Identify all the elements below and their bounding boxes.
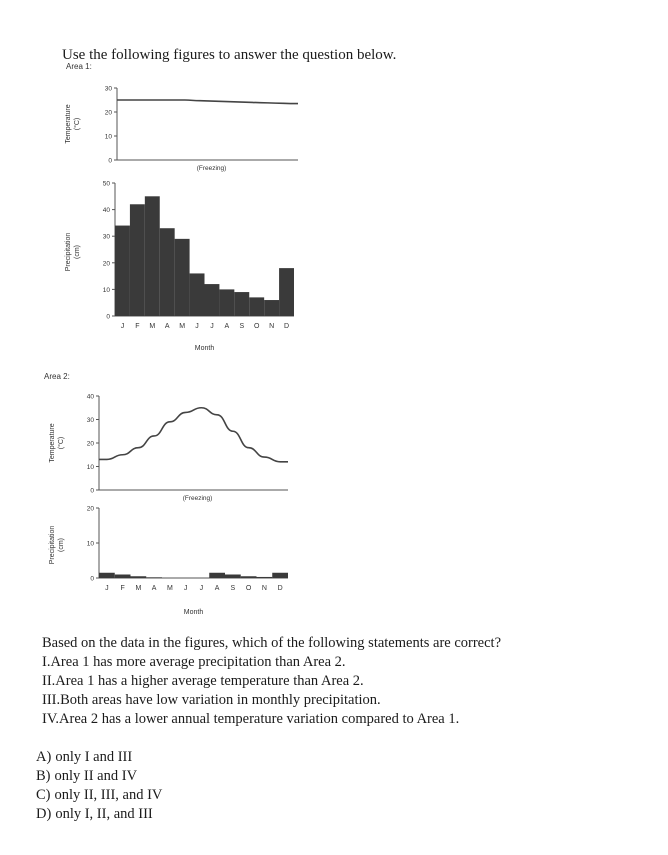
choice-a-text: only I and III (55, 749, 133, 765)
chart4-ytick-label: 0 (90, 575, 94, 583)
chart2-month-label: J (195, 323, 199, 330)
chart1-ytick-label: 10 (104, 133, 112, 141)
choice-c-letter: C) (36, 787, 51, 803)
chart4-bar-4 (146, 577, 162, 578)
chart4-month-label: S (230, 585, 236, 592)
choice-b-text: only II and IV (54, 768, 138, 784)
chart2-ylabel: Precipitation (65, 232, 72, 272)
chart4-month-label: J (105, 585, 109, 592)
chart4-month-label: D (277, 585, 283, 592)
chart4-ylabel-unit: (cm) (58, 538, 65, 552)
choice-d-text: only I, II, and III (55, 806, 153, 822)
question-prompt: Use the following figures to answer the question below. (62, 47, 397, 63)
chart3-ytick-label: 0 (90, 487, 94, 495)
chart2-month-label: S (239, 323, 245, 330)
chart2-ytick-label: 20 (102, 260, 110, 268)
chart2-bar-3 (145, 196, 160, 316)
chart1-ylabel-unit: (°C) (74, 117, 81, 131)
chart2-bar-5 (175, 239, 190, 316)
chart1-ytick-label: 0 (108, 157, 112, 165)
chart2-bar-11 (264, 300, 279, 316)
chart2-bar-9 (234, 292, 249, 316)
chart4-bar-10 (241, 576, 257, 578)
statement-list (42, 653, 459, 729)
chart2-bar-10 (249, 297, 264, 316)
choice-d[interactable] (36, 805, 162, 824)
chart4-ytick-label: 10 (86, 540, 94, 548)
choice-b[interactable] (36, 767, 162, 786)
area2-label: Area 2: (44, 372, 70, 381)
chart4-month-label: J (183, 585, 188, 592)
chart2-ylabel-unit: (cm) (74, 245, 81, 259)
chart3-ytick-label: 10 (86, 464, 94, 471)
chart4-month-label: M (166, 585, 173, 592)
chart2-ytick-label: 30 (102, 233, 110, 241)
chart2-month-label: A (164, 323, 170, 330)
chart4-bar-1 (99, 573, 115, 578)
chart4-month-label: A (214, 585, 220, 592)
chart4-month-label: J (199, 585, 204, 592)
chart2-bar-8 (219, 289, 234, 316)
choice-c[interactable] (36, 786, 162, 805)
chart1-ytick-label: 30 (104, 85, 112, 93)
chart2-month-label: O (253, 323, 260, 330)
chart2-month-label: A (224, 323, 230, 330)
statement-2: II.Area 1 has a higher average temperature than Area 2. (42, 673, 364, 689)
choice-b-letter: B) (36, 768, 51, 784)
chart2-month-label: J (210, 323, 214, 330)
choice-d-letter: D) (36, 806, 52, 822)
chart4-month-label: N (261, 585, 267, 592)
chart4-bar-8 (209, 573, 225, 578)
chart2-month-label: D (284, 323, 290, 330)
chart2-ytick-label: 10 (102, 286, 110, 294)
chart2-month-label: F (135, 323, 140, 330)
chart4-month-label: O (245, 585, 252, 592)
statement-4: IV.Area 2 has a lower annual temperature variation compared to Area 1. (42, 711, 460, 727)
chart4-ylabel: Precipitation (49, 525, 56, 565)
chart4-bar-12 (272, 573, 288, 578)
chart4-bar-9 (225, 575, 241, 579)
chart3-freezing-label: (Freezing) (182, 495, 213, 502)
chart4-bar-3 (131, 576, 147, 578)
chart4-bar-11 (257, 577, 273, 578)
chart3-ytick-label: 30 (86, 417, 94, 424)
chart2-month-label: N (269, 323, 275, 330)
chart2-ytick-label: 40 (102, 207, 110, 215)
chart3-ylabel: Temperature (49, 423, 56, 463)
chart3-temperature-line (99, 408, 288, 462)
chart2-month-label: M (149, 323, 156, 330)
chart2-bar-6 (190, 273, 205, 316)
chart3-ytick-label: 40 (86, 393, 94, 401)
chart2-bar-1 (115, 226, 130, 316)
choice-a-letter: A) (36, 749, 52, 765)
chart4-ytick-label: 20 (86, 505, 94, 513)
chart1-ylabel: Temperature (65, 104, 72, 144)
chart2-ytick-label: 0 (106, 313, 110, 321)
area1-label: Area 1: (66, 62, 92, 71)
choice-c-text: only II, III, and IV (54, 787, 163, 803)
chart1-ytick-label: 20 (104, 109, 112, 117)
chart4-month-label: M (135, 585, 142, 592)
chart2-bar-2 (130, 204, 145, 316)
chart4-bar-2 (115, 575, 131, 579)
chart1-freezing-label: (Freezing) (196, 165, 227, 172)
choice-a[interactable] (36, 748, 162, 767)
chart2-ytick-label: 50 (102, 180, 110, 188)
answer-choices (36, 748, 162, 824)
chart4-xlabel: Month (183, 609, 204, 616)
chart3-ytick-label: 20 (86, 440, 94, 448)
statement-1: I.Area 1 has more average precipitation than Area 2. (42, 654, 346, 670)
chart2-bar-12 (279, 268, 294, 316)
chart4-month-label: A (151, 585, 157, 592)
statement-3: III.Both areas have low variation in monthly precipitation. (42, 692, 381, 708)
chart2-month-label: J (120, 323, 125, 330)
chart2-month-label: M (179, 323, 186, 330)
question-stem: Based on the data in the figures, which of the following statements are correct? (42, 635, 502, 651)
chart2-bar-7 (205, 284, 220, 316)
chart3-ylabel-unit: (°C) (58, 436, 65, 450)
chart1-temperature-line (117, 100, 298, 104)
chart2-xlabel: Month (194, 345, 215, 352)
chart2-bar-4 (160, 228, 175, 316)
chart4-month-label: F (120, 585, 125, 592)
